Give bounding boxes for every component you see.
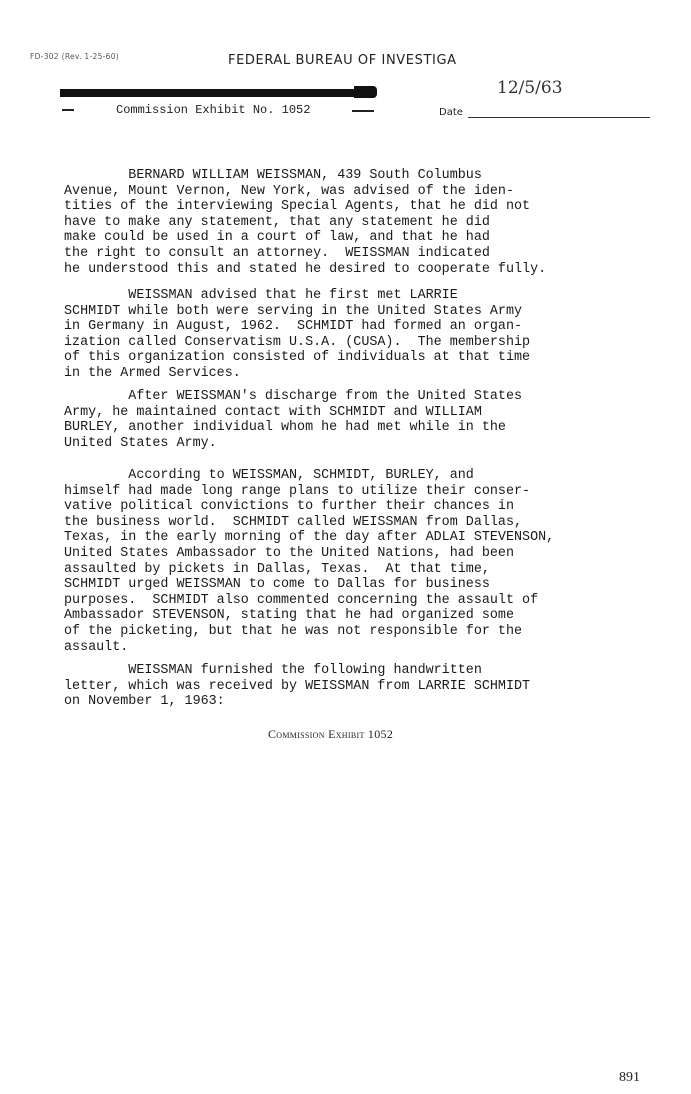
paragraph-plans: According to WEISSMAN, SCHMIDT, BURLEY, and himself had made long range plans to utilize their conser- vative political convictions to further their chances in the business world. SCHMIDT called WEISSMAN from Dallas, Texas, in the early morning of the day after ADLAI STEVENSON, United States Ambassador to the United Nations, had been assaulted by pickets in Dallas, Texas. At that time, SCHMIDT urged WEISSMAN to come to Dallas for business purposes. SCHMIDT also commented concerning the assault of Ambassador STEVENSON, stating that he had organized some of the picketing, but that he was not responsible for the assault. — [64, 468, 555, 655]
header-dash-right — [352, 110, 374, 112]
paragraph-letter: WEISSMAN furnished the following handwritten letter, which was received by WEISSMAN from LARRIE SCHMIDT on November 1, 1963: — [64, 663, 531, 710]
paragraph-advisement: BERNARD WILLIAM WEISSMAN, 439 South Columbus Avenue, Mount Vernon, New York, was advised of the iden- tities of the interviewing Special Agents, that he did not have to make any statement, that any statement he did make could be used in a court of law, and that he had the right to consult an attorney. WEISSMAN indicated he understood this and stated he desired to cooperate fully. — [64, 168, 547, 277]
exhibit-label: Commission Exhibit No. 1052 — [116, 103, 311, 117]
handwritten-date: 12/5/63 — [497, 78, 563, 98]
footer-exhibit-label: Commission Exhibit 1052 — [268, 727, 394, 741]
header-bar — [60, 89, 356, 97]
date-label: Date — [439, 107, 463, 118]
date-line — [468, 117, 650, 118]
page-number: 891 — [619, 1070, 640, 1085]
paragraph-discharge: After WEISSMAN's discharge from the United States Army, he maintained contact with SCHMIDT and WILLIAM BURLEY, another individual whom he had met while in the United States Army. — [64, 389, 523, 451]
header-bar-end — [354, 86, 377, 98]
form-number: FD-302 (Rev. 1-25-60) — [30, 52, 120, 61]
agency-name: FEDERAL BUREAU OF INVESTIGA — [228, 53, 457, 68]
paragraph-first-meeting: WEISSMAN advised that he first met LARRIE SCHMIDT while both were serving in the United States Army in Germany in August, 1962. SCHMIDT had formed an organ- ization called Conservatism U.S.A. (CUSA). The membership of this organization consisted of individuals at that time in the Armed Services. — [64, 288, 531, 381]
header-dash-left — [62, 109, 74, 111]
